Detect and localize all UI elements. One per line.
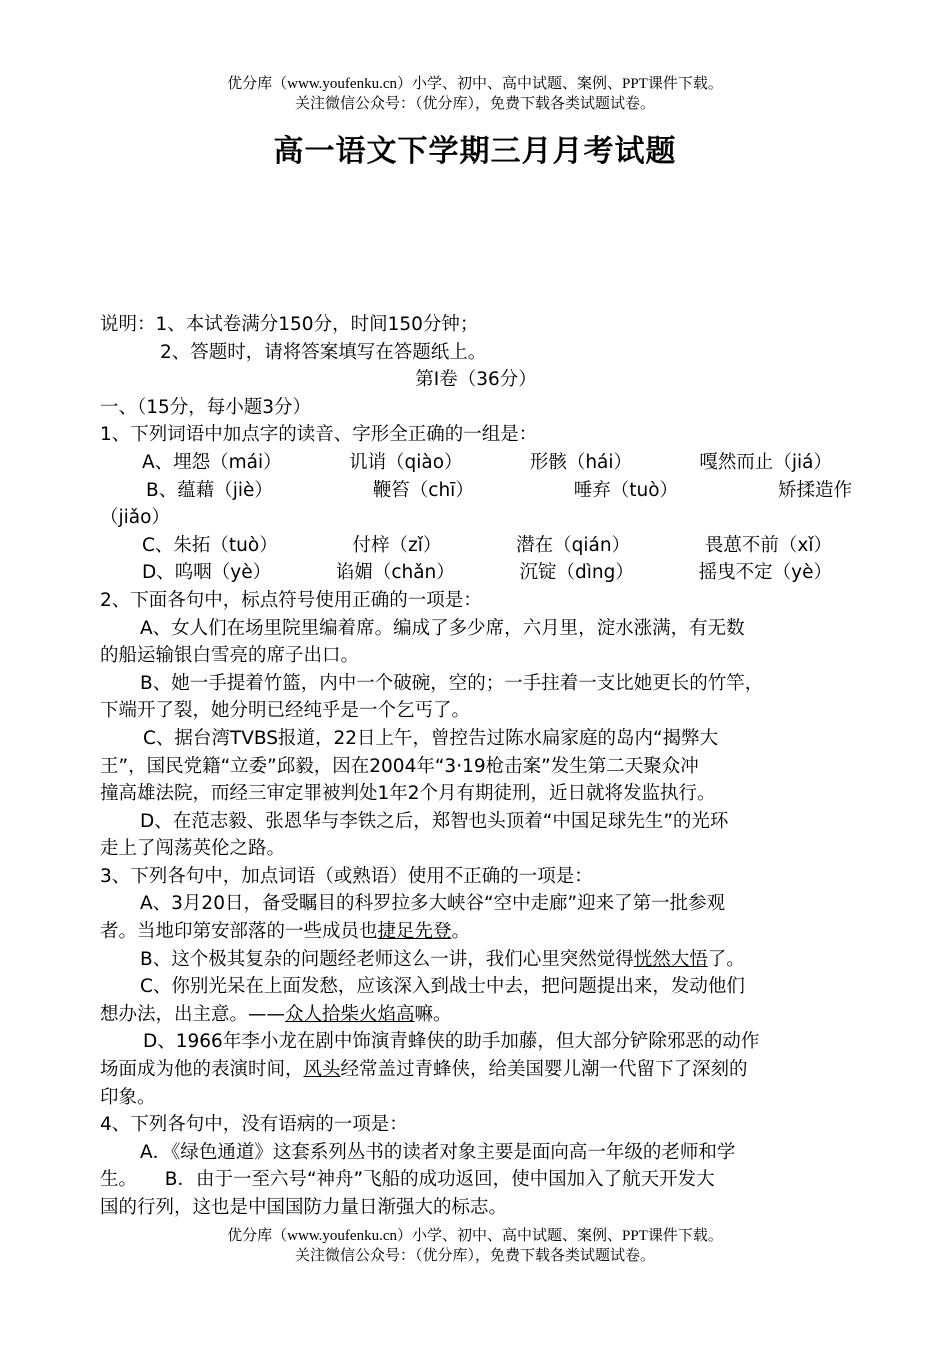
option-cell: 畏葸不前（xǐ）: [704, 534, 832, 556]
question-2-option-c: C、据台湾TVBS报道，22日上午，曾控告过陈水扁家庭的岛内“揭弊大: [143, 727, 719, 749]
question-3-option-d: D、1966年李小龙在剧中饰演青蜂侠的助手加藤，但大部分铲除邪恶的动作: [143, 1031, 760, 1053]
underlined-phrase: 风头: [303, 1059, 341, 1081]
underlined-phrase: 捷足先登: [377, 921, 452, 943]
option-cell: 潜在（qián）: [516, 534, 631, 556]
option-cell: 鞭笞（chī）: [372, 479, 474, 501]
header-line-2: 关注微信公众号：（优分库），免费下载各类试题试卷。: [294, 96, 655, 112]
question-3-option-c: C、你别光呆在上面发愁，应该深入到战士中去，把问题提出来，发动他们: [140, 976, 745, 998]
question-2-option-a: A、女人们在场里院里编着席。编成了多少席，六月里，淀水涨满，有无数: [140, 617, 745, 639]
instructions-line-2: 2、答题时，请将答案填写在答题纸上。: [160, 341, 487, 363]
page-footer: [0, 1226, 950, 1266]
text-run: 想办法，出主意。——: [100, 1003, 286, 1025]
option-cell: D、呜咽（yè）: [142, 562, 272, 584]
question-1-option-b-cont: （jiǎo）: [100, 507, 170, 529]
text-run: 场面成为他的表演时间，: [100, 1059, 304, 1081]
question-4-stem: 4、下列各句中，没有语病的一项是：: [100, 1114, 408, 1136]
underlined-phrase: 恍然大悟: [633, 948, 708, 970]
question-3-option-d-cont: 印象。: [100, 1086, 156, 1108]
question-3-stem: 3、下列各句中，加点词语（或熟语）使用不正确的一项是：: [100, 865, 593, 887]
question-2-option-c-cont: 王”，国民党籍“立委”邱毅，因在2004年“3·19枪击案”发生第二天聚众冲: [100, 755, 699, 777]
question-4-option-a: A．《绿色通道》这套系列丛书的读者对象主要是面向高一年级的老师和学: [140, 1141, 736, 1163]
text-run: 经常盖过青蜂侠，给美国婴儿潮一代留下了深刻的: [340, 1059, 748, 1081]
question-2-option-c-cont: 撞高雄法院，而经三审定罪被判处1年2个月有期徒刑，近日就将发监执行。: [100, 783, 716, 805]
text-run: 嘛。: [414, 1003, 452, 1025]
question-4-option-b-cont: 国的行列，这也是中国国防力量日渐强大的标志。: [100, 1197, 508, 1218]
question-1-option-d: [100, 559, 852, 587]
question-2-option-b: B、她一手提着竹篮，内中一个破碗，空的；一手拄着一支比她更长的竹竿，: [140, 672, 764, 694]
question-1-option-c: [100, 532, 852, 560]
question-3-option-d-cont: [100, 1056, 852, 1084]
footer-line-1: 优分库（www.youfenku.cn）小学、初中、高中试题、案例、PPT课件下载。: [227, 1228, 723, 1244]
question-3-option-c-cont: [100, 1001, 852, 1029]
section-heading: 一、（15分，每小题3分）: [100, 396, 312, 418]
question-3-option-a: A、3月20日，备受瞩目的科罗拉多大峡谷“空中走廊”迎来了第一批参观: [140, 893, 726, 915]
exam-body: [100, 311, 852, 1222]
question-1-option-a: [100, 449, 852, 477]
text-run: B、这个极其复杂的问题经老师这么一讲，我们心里突然觉得: [140, 948, 634, 970]
footer-line-2: 关注微信公众号：（优分库），免费下载各类试题试卷。: [294, 1248, 655, 1264]
option-cell: 沉锭（dìng）: [519, 562, 634, 584]
text-run: 了。: [707, 948, 745, 970]
option-cell: 矫揉造作: [777, 479, 852, 501]
option-cell: 讥诮（qiào）: [348, 451, 463, 473]
option-cell: 谄媚（chǎn）: [335, 562, 455, 584]
question-2-option-a-cont: 的船运输银白雪亮的席子出口。: [100, 645, 360, 667]
header-line-1: 优分库（www.youfenku.cn）小学、初中、高中试题、案例、PPT课件下载。: [227, 76, 723, 92]
option-cell: C、朱拓（tuò）: [142, 534, 278, 556]
text-run: 者。当地印第安部落的一些成员也: [100, 921, 378, 943]
option-cell: 摇曳不定（yè）: [698, 562, 832, 584]
question-1-option-b: [100, 477, 852, 505]
question-4-option-b: 生。 B．由于一至六号“神舟”飞船的成功返回，使中国加入了航天开发大: [100, 1169, 715, 1191]
question-2-option-d-cont: 走上了闯荡英伦之路。: [100, 838, 286, 860]
page-header: [0, 74, 950, 114]
text-run: 。: [451, 921, 471, 943]
question-2-option-b-cont: 下端开了裂，她分明已经纯乎是一个乞丐了。: [100, 700, 471, 722]
option-cell: B、蕴藉（jiè）: [146, 479, 273, 501]
question-3-option-b: [100, 946, 852, 974]
option-cell: 形骸（hái）: [529, 451, 633, 473]
underlined-phrase: 众人拾柴火焰高: [285, 1003, 415, 1025]
option-cell: 嘎然而止（jiá）: [699, 451, 832, 473]
option-cell: A、埋怨（mái）: [142, 451, 282, 473]
question-2-option-d: D、在范志毅、张恩华与李铁之后，郑智也头顶着“中国足球先生”的光环: [140, 810, 729, 832]
question-1-stem: 1、下列词语中加点字的读音、字形全正确的一组是：: [100, 424, 538, 446]
option-cell: 付梓（zǐ）: [352, 534, 442, 556]
instructions-line-1: 说明：1、本试卷满分150分，时间150分钟；: [100, 314, 479, 335]
question-3-option-a-cont: [100, 918, 852, 946]
page-title: 高一语文下学期三月月考试题: [273, 134, 677, 169]
option-cell: 唾弃（tuò）: [573, 479, 679, 501]
volume-heading: 第Ⅰ卷（36分）: [415, 369, 537, 391]
question-2-stem: 2、下面各句中，标点符号使用正确的一项是：: [100, 589, 482, 611]
